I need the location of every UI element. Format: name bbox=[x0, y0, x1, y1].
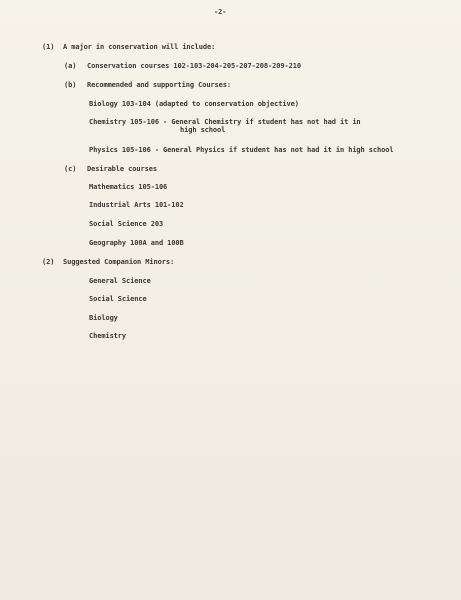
minor-biology: Biology bbox=[89, 314, 118, 322]
minor-social-science: Social Science bbox=[89, 295, 147, 303]
desirable-course-industrial-arts: Industrial Arts 101-102 bbox=[89, 201, 184, 209]
desirable-course-geography: Geography 100A and 100B bbox=[89, 239, 184, 247]
section-2-heading: Suggested Companion Minors: bbox=[63, 258, 175, 266]
item-a-text: Conservation courses 102-103-204-205-207-208-209-210 bbox=[87, 62, 301, 70]
item-b-heading: Recommended and supporting Courses: bbox=[87, 81, 232, 89]
desirable-course-social-science: Social Science 203 bbox=[89, 220, 164, 228]
item-c-marker: (c) bbox=[64, 165, 77, 173]
page-number: -2- bbox=[214, 8, 227, 16]
item-c-heading: Desirable courses bbox=[87, 165, 157, 173]
supporting-course-physics: Physics 105-106 - General Physics if student has not had it in high school bbox=[89, 146, 394, 154]
item-a-marker: (a) bbox=[64, 62, 77, 70]
minor-chemistry: Chemistry bbox=[89, 332, 127, 340]
section-1-marker: (1) bbox=[42, 43, 55, 51]
supporting-course-chemistry: Chemistry 105-106 - General Chemistry if student has not had it in bbox=[89, 118, 361, 126]
supporting-course-chemistry-continued: high school bbox=[180, 126, 226, 134]
supporting-course-biology: Biology 103-104 (adapted to conservation objective) bbox=[89, 100, 299, 108]
minor-general-science: General Science bbox=[89, 277, 151, 285]
section-1-heading: A major in conservation will include: bbox=[63, 43, 216, 51]
desirable-course-mathematics: Mathematics 105-106 bbox=[89, 183, 168, 191]
section-2-marker: (2) bbox=[42, 258, 55, 266]
item-b-marker: (b) bbox=[64, 81, 77, 89]
